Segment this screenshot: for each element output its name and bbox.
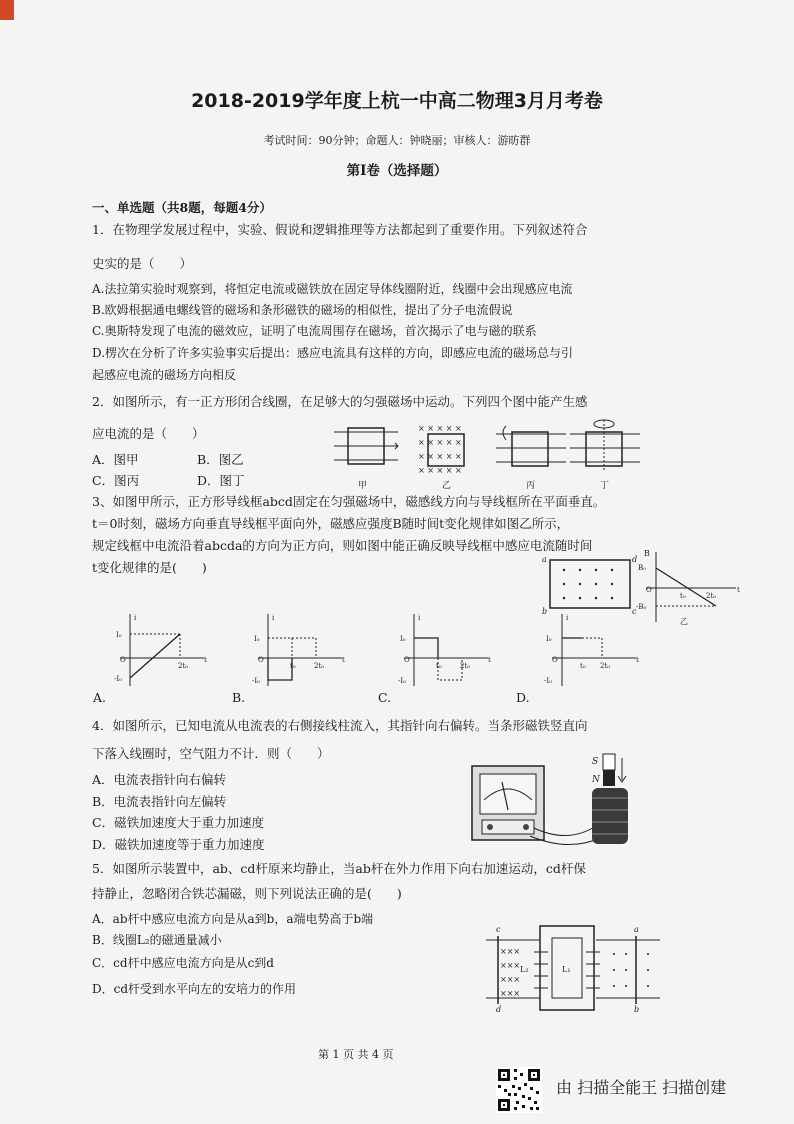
q2-option-b: B．图乙 bbox=[197, 452, 244, 467]
q3-stem-line2: t＝0时刻，磁场方向垂直导线框平面向外，磁感应强度B随时间t变化规律如图乙所示， bbox=[92, 516, 570, 531]
b-axis-2t0: 2t₀ bbox=[706, 592, 717, 600]
q2-label-ding: 丁 bbox=[600, 481, 610, 491]
q2-option-d: D．图丁 bbox=[197, 473, 245, 488]
q5-option-b: B．线圈L₂的磁通量减小 bbox=[92, 933, 222, 947]
q1-option-a: A.法拉第实验时观察到，将恒定电流或磁铁放在固定导体线圈附近，线圈中会出现感应电流 bbox=[92, 282, 573, 296]
q2-label-bing: 丙 bbox=[526, 481, 536, 491]
label-c: c bbox=[496, 925, 501, 934]
axis-i: i bbox=[272, 614, 275, 622]
q3-option-c-label: C. bbox=[378, 690, 392, 705]
q5-stem-line2: 持静止，忽略闭合铁芯漏磁，则下列说法正确的是( ) bbox=[92, 886, 402, 901]
q5-option-c: C．cd杆中感应电流方向是从c到d bbox=[92, 956, 274, 970]
frame-label-c: c bbox=[632, 607, 637, 616]
axis-i0: I₀ bbox=[546, 635, 552, 643]
axis-neg-i0: -I₀ bbox=[544, 677, 552, 685]
axis-t0: t₀ bbox=[290, 662, 296, 670]
q1-option-d-line1: D.楞次在分析了许多实验事实后提出：感应电流具有这样的方向，即感应电流的磁场总与引 bbox=[92, 346, 574, 360]
axis-2t0: 2t₀ bbox=[460, 662, 471, 670]
magnet-n-label: N bbox=[592, 775, 600, 785]
q3-b-graph bbox=[636, 548, 746, 628]
q4-stem-line1: 4．如图所示，已知电流从电流表的右侧接线柱流入，其指针向右偏转。当条形磁铁竖直向 bbox=[92, 718, 588, 733]
coil-icon bbox=[592, 788, 628, 844]
q3-stem-line1: 3、如图甲所示，正方形导线框abcd固定在匀强磁场中，磁感线方向与导线框所在平面垂直。 bbox=[92, 494, 606, 509]
axis-i: i bbox=[134, 614, 137, 622]
svg-text:× × × × ×: × × × × × bbox=[418, 424, 462, 433]
q2-figure bbox=[330, 418, 650, 492]
part-heading: 第Ⅰ卷（选择题） bbox=[346, 163, 448, 179]
q4-galvanometer-figure bbox=[468, 748, 648, 848]
svg-text:×××: ××× bbox=[500, 947, 521, 956]
q1-option-c: C.奥斯特发现了电流的磁效应，证明了电流周围存在磁场，首次揭示了电与磁的联系 bbox=[92, 324, 537, 338]
q3-frame-figure bbox=[540, 552, 640, 616]
magnet-icon bbox=[603, 754, 626, 786]
b-axis-neg-b0: -B₀ bbox=[636, 603, 647, 611]
q2-fig-yi bbox=[418, 424, 464, 475]
axis-2t0: 2t₀ bbox=[178, 662, 189, 670]
q5-option-a: A．ab杆中感应电流方向是从a到b，a端电势高于b端 bbox=[92, 912, 374, 926]
q1-stem-line1: 1．在物理学发展过程中，实验、假说和逻辑推理等方法都起到了重要作用。下列叙述符合 bbox=[92, 222, 588, 237]
axis-i0: I₀ bbox=[400, 635, 406, 643]
q3-option-b-label: B. bbox=[232, 690, 246, 705]
b-axis-label: B bbox=[644, 549, 650, 558]
frame-label-b: b bbox=[542, 607, 548, 616]
q1-stem-line2: 史实的是（ ） bbox=[92, 256, 193, 271]
b-axis-t: t bbox=[737, 586, 740, 594]
q2-fig-ding bbox=[570, 420, 640, 470]
svg-text:×××: ××× bbox=[500, 975, 521, 984]
magnet-s-label: S bbox=[592, 757, 599, 767]
axis-t0: t₀ bbox=[436, 662, 442, 670]
svg-text:×××: ××× bbox=[500, 961, 521, 970]
axis-t: t bbox=[204, 656, 207, 664]
axis-i: i bbox=[418, 614, 421, 622]
q2-stem-line1: 2．如图所示，有一正方形闭合线圈，在足够大的匀强磁场中运动。下列四个图中能产生感 bbox=[92, 394, 588, 409]
b-axis-b0: B₀ bbox=[638, 564, 646, 572]
svg-text:× × × × ×: × × × × × bbox=[418, 438, 462, 447]
label-d: d bbox=[496, 1005, 502, 1014]
q3-stem-line4: t变化规律的是( ) bbox=[92, 560, 207, 575]
axis-t: t bbox=[488, 656, 491, 664]
q4-option-c: C．磁铁加速度大于重力加速度 bbox=[92, 815, 265, 830]
scanner-watermark: 由 扫描全能王 扫描创建 bbox=[556, 1078, 727, 1097]
q3-option-a-graph bbox=[108, 610, 208, 690]
axis-t: t bbox=[342, 656, 345, 664]
q2-option-c: C．图丙 bbox=[92, 473, 140, 488]
qr-code-icon bbox=[496, 1067, 542, 1113]
axis-t0: t₀ bbox=[580, 662, 586, 670]
q4-option-d: D．磁铁加速度等于重力加速度 bbox=[92, 837, 265, 852]
q2-label-yi: 乙 bbox=[442, 481, 452, 491]
exam-meta: 考试时间：90分钟；命题人：钟晓丽；审核人：游昉群 bbox=[263, 134, 531, 147]
q2-fig-bing bbox=[496, 426, 566, 466]
q3-stem-line3: 规定线框中电流沿着abcda的方向为正方向，则如图中能正确反映导线框中感应电流随时间 bbox=[92, 538, 593, 553]
axis-i0: I₀ bbox=[116, 631, 122, 639]
q3-option-d-label: D. bbox=[516, 690, 530, 705]
q3-option-a-label: A. bbox=[93, 690, 107, 705]
label-a: a bbox=[634, 925, 639, 934]
axis-o: O bbox=[404, 656, 410, 664]
axis-neg-i0: -I₀ bbox=[252, 677, 260, 685]
q1-option-d-line2: 起感应电流的磁场方向相反 bbox=[92, 368, 237, 382]
section-heading: 一、单选题（共8题，每题4分） bbox=[92, 200, 272, 215]
axis-i0: I₀ bbox=[254, 635, 260, 643]
q5-stem-line1: 5．如图所示装置中，ab、cd杆原来均静止，当ab杆在外力作用下向右加速运动，cd杆保 bbox=[92, 861, 586, 876]
axis-o: O bbox=[552, 656, 558, 664]
page-footer: 第 1 页 共 4 页 bbox=[318, 1048, 394, 1061]
page-title: 2018-2019学年度上杭一中高二物理3月月考卷 bbox=[191, 90, 603, 112]
q5-transformer-figure bbox=[486, 918, 660, 1014]
q3-option-b-graph bbox=[250, 610, 350, 690]
q3-option-d-graph bbox=[540, 610, 640, 690]
corner-marker bbox=[0, 0, 14, 20]
q2-fig-jia bbox=[334, 428, 398, 464]
q2-label-jia: 甲 bbox=[358, 481, 368, 491]
axis-2t0: 2t₀ bbox=[600, 662, 611, 670]
q4-option-a: A．电流表指针向右偏转 bbox=[92, 772, 227, 787]
q4-option-b: B．电流表指针向左偏转 bbox=[92, 794, 227, 809]
axis-o: O bbox=[120, 656, 126, 664]
b-axis-origin: O bbox=[646, 586, 652, 594]
axis-o: O bbox=[258, 656, 264, 664]
q4-stem-line2: 下落入线圈时，空气阻力不计．则（ ） bbox=[92, 746, 330, 761]
svg-text:× × × × ×: × × × × × bbox=[418, 466, 462, 475]
q1-option-b: B.欧姆根据通电螺线管的磁场和条形磁铁的磁场的相似性，提出了分子电流假说 bbox=[92, 303, 513, 317]
label-l2: L₂ bbox=[520, 965, 529, 974]
axis-neg-i0: -I₀ bbox=[398, 677, 406, 685]
q3-option-c-graph bbox=[396, 610, 496, 690]
label-b: b bbox=[634, 1005, 640, 1014]
axis-i: i bbox=[566, 614, 569, 622]
frame-label-a: a bbox=[542, 555, 547, 564]
q5-option-d: D．cd杆受到水平向左的安培力的作用 bbox=[92, 982, 297, 996]
axis-t: t bbox=[636, 656, 639, 664]
frame-label-d: d bbox=[632, 555, 638, 564]
svg-text:×××: ××× bbox=[500, 989, 521, 998]
q2-stem-line2: 应电流的是（ ） bbox=[92, 426, 205, 441]
label-l1: L₁ bbox=[562, 965, 571, 974]
b-graph-label-yi: 乙 bbox=[680, 617, 688, 626]
axis-2t0: 2t₀ bbox=[314, 662, 325, 670]
q2-option-a: A．图甲 bbox=[92, 452, 139, 467]
axis-neg-i0: -I₀ bbox=[114, 675, 122, 683]
b-axis-t0: t₀ bbox=[680, 592, 686, 600]
svg-text:× × × × ×: × × × × × bbox=[418, 452, 462, 461]
